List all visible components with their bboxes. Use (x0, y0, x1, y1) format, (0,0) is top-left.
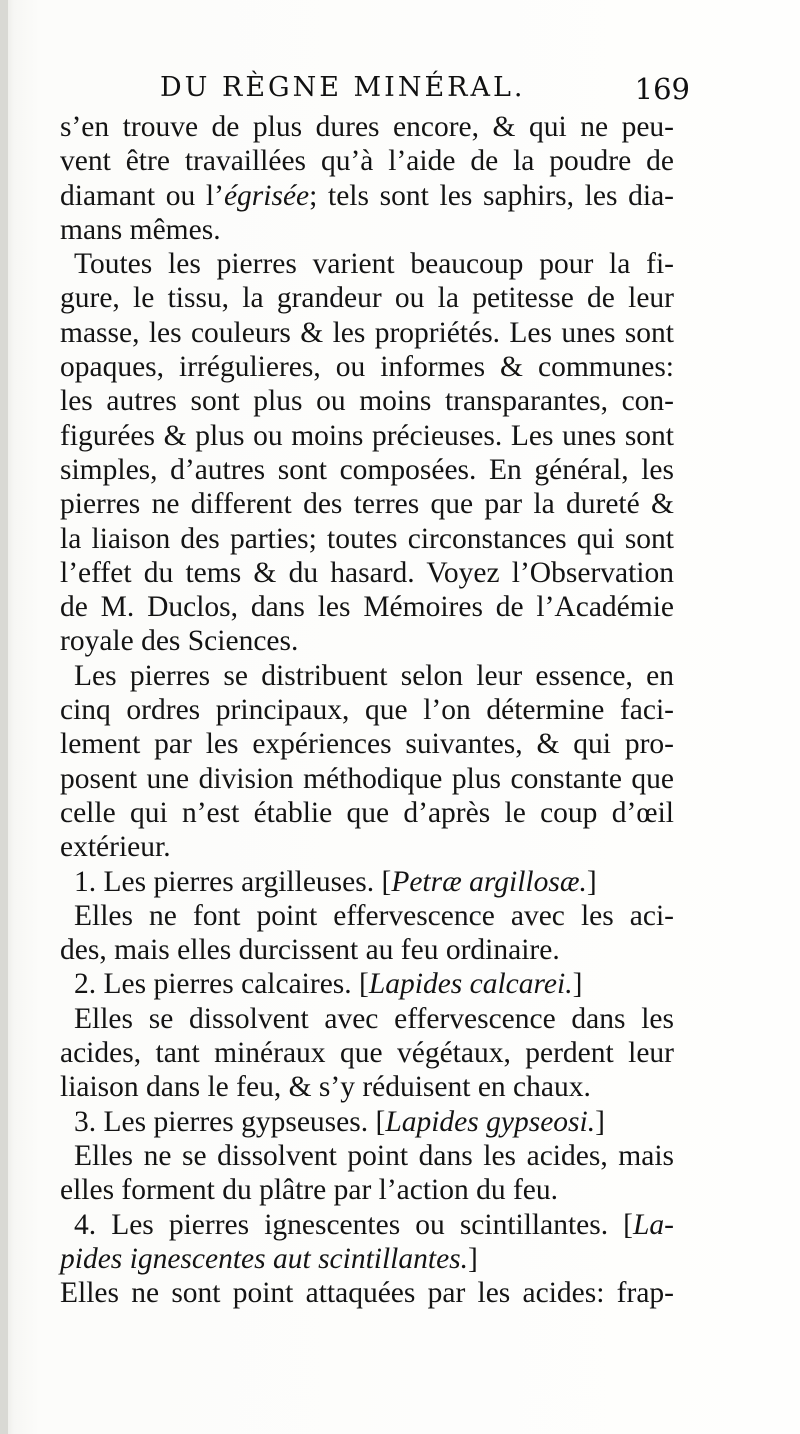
text-line-with-italic: 3. Les pierres gypseuses. [Lapides gypseosi.] (74, 1105, 605, 1138)
text-line: l’effet du tems & du hasard. Voyez l’Observation (60, 556, 674, 589)
text-line: opaques, irrégulieres, ou informes & communes: (60, 351, 674, 384)
text-line-with-italic: 1. Les pierres argilleuses. [Petræ argillosæ.] (74, 865, 597, 898)
text-line: liaison dans le feu, & s’y réduisent en chaux. (60, 1071, 591, 1104)
text-line-with-italic: pides ignescentes aut scintillantes.] (60, 1242, 478, 1275)
italic-term: La- (633, 1208, 674, 1241)
italic-term: Lapides calcarei. (368, 968, 573, 1001)
text-line: acides, tant minéraux que végétaux, perdent leur (60, 1037, 674, 1070)
page-header (160, 72, 690, 112)
text-line: extérieur. (60, 831, 171, 864)
page-edge-shadow (0, 0, 8, 1434)
text-line: cinq ordres principaux, que l’on détermine faci- (60, 694, 674, 727)
italic-term: pides ignescentes aut scintillantes. (60, 1242, 469, 1275)
text-line: celle qui n’est établie que d’après le coup d’œil (60, 796, 674, 829)
text-line: Les pierres se distribuent selon leur essence, en (74, 659, 674, 692)
text-line: mans mêmes. (60, 213, 221, 246)
text-line: figurées & plus ou moins précieuses. Les unes sont (60, 419, 674, 452)
text-line: lement par les expériences suivantes, & qui pro- (60, 728, 674, 761)
text-line: masse, les couleurs & les propriétés. Les unes sont (60, 316, 674, 349)
text-line: royale des Sciences. (60, 625, 299, 658)
text-line: Elles se dissolvent avec effervescence dans les (74, 1002, 674, 1035)
body-text (60, 110, 674, 1310)
text-line: posent une division méthodique plus constante que (60, 762, 674, 795)
text-line: Elles ne sont point attaquées par les acides: frap- (60, 1277, 674, 1310)
text-line: vent être travaillées qu’à l’aide de la poudre de (60, 145, 674, 178)
text-line-with-italic: diamant ou l’égrisée; tels sont les saphirs, les dia- (60, 179, 674, 212)
text-line: Elles ne se dissolvent point dans les acides, mais (74, 1139, 674, 1172)
text-line: de M. Duclos, dans les Mémoires de l’Académie (60, 591, 674, 624)
text-line: gure, le tissu, la grandeur ou la petitesse de leur (60, 282, 674, 315)
text-line: la liaison des parties; toutes circonstances qui sont (60, 522, 674, 555)
text-line: elles forment du plâtre par l’action du feu. (60, 1174, 559, 1207)
italic-term: Lapides gypseosi. (385, 1105, 596, 1138)
text-line: pierres ne different des terres que par la dureté & (60, 488, 674, 521)
running-title: DU RÈGNE MINÉRAL. (160, 72, 526, 103)
page-number: 169 (634, 72, 690, 106)
text-line: Toutes les pierres varient beaucoup pour la fi- (74, 248, 674, 281)
text-line: Elles ne font point effervescence avec les aci- (74, 899, 674, 932)
text-line-with-italic: 4. Les pierres ignescentes ou scintillantes. [La- (74, 1208, 674, 1241)
text-line: les autres sont plus ou moins transparantes, con- (60, 385, 674, 418)
italic-term: Petræ argillosæ. (391, 865, 587, 898)
text-line: simples, d’autres sont composées. En général, les (60, 453, 674, 486)
text-line: s’en trouve de plus dures encore, & qui ne peu- (60, 111, 674, 143)
text-line-with-italic: 2. Les pierres calcaires. [Lapides calcarei.] (74, 968, 583, 1001)
text-line: des, mais elles durcissent au feu ordinaire. (60, 934, 560, 967)
italic-term: égrisée (223, 179, 310, 212)
